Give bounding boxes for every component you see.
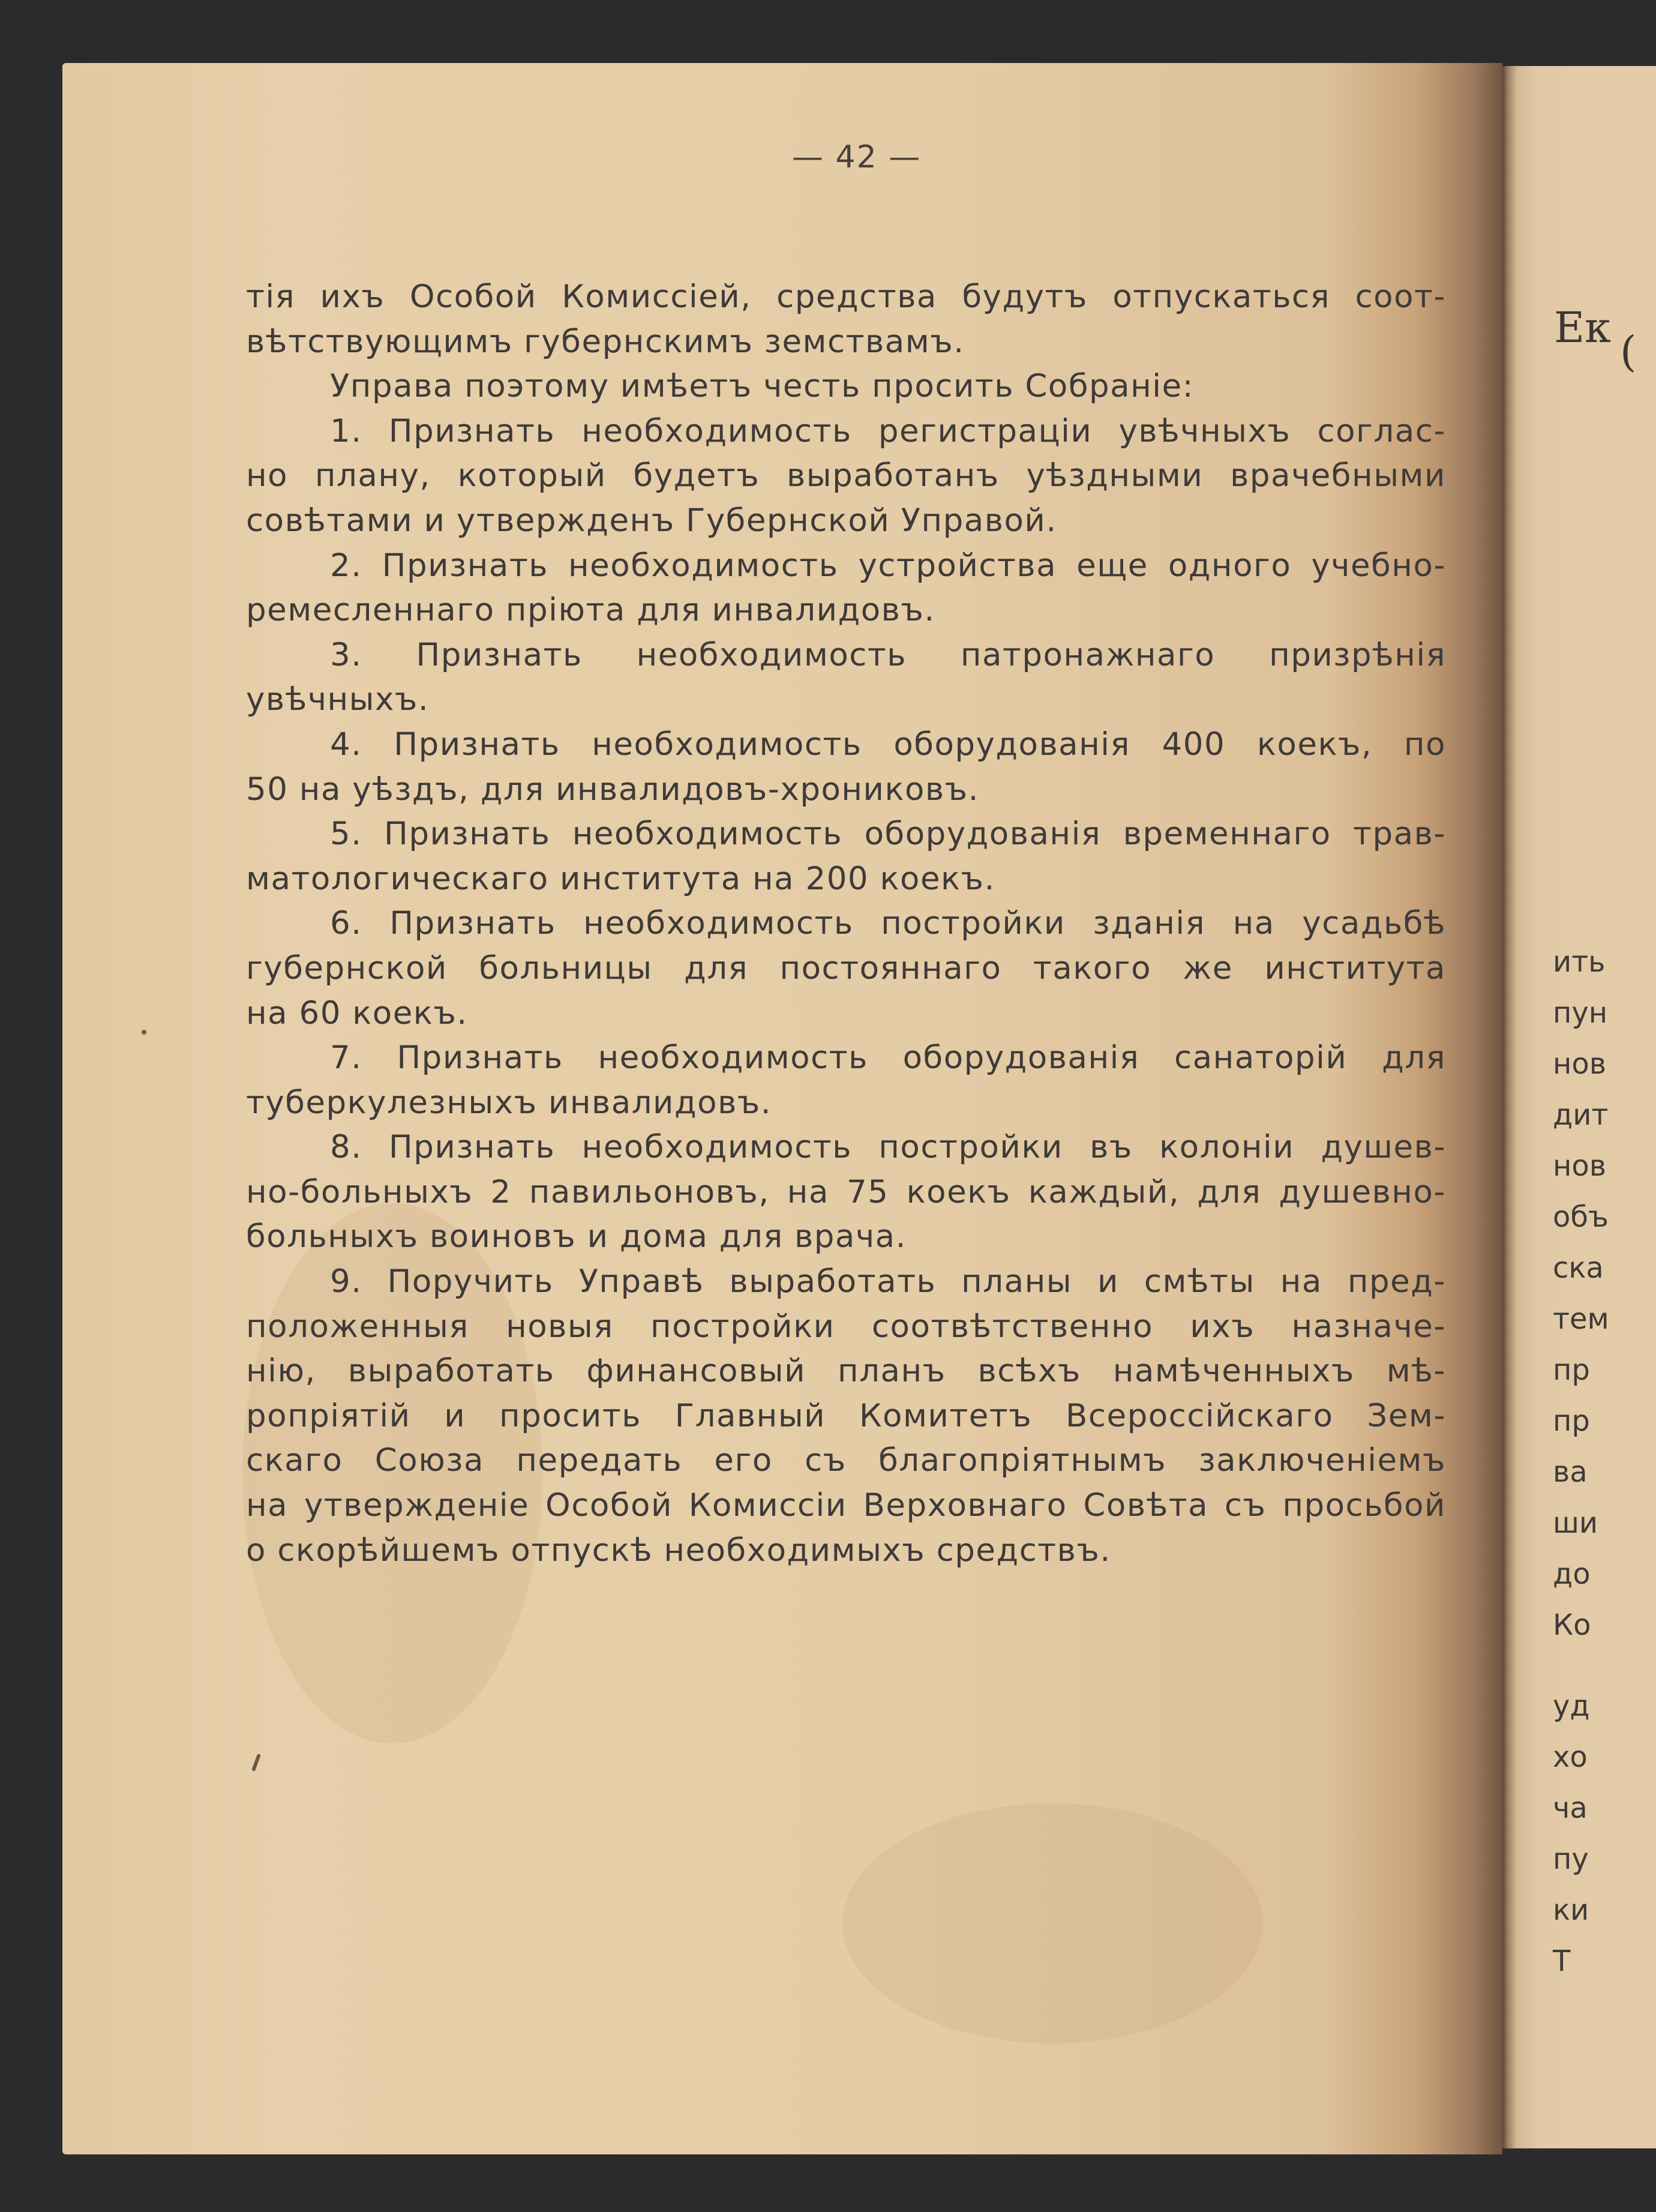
right-page-line-fragment: до bbox=[1553, 1557, 1591, 1591]
text-line: совѣтами и утвержденъ Губернской Управой. bbox=[246, 502, 1057, 539]
text-line: 5. Признать необходимость оборудованія временнаго трав- bbox=[330, 816, 1446, 853]
paragraph bbox=[246, 544, 1446, 633]
right-page-line-fragment: ва bbox=[1553, 1455, 1588, 1489]
text-line: но-больныхъ 2 павильоновъ, на 75 коекъ каждый, для душевно- bbox=[246, 1173, 1446, 1210]
text-line: нію, выработать финансовый планъ всѣхъ намѣченныхъ мѣ- bbox=[246, 1353, 1446, 1390]
paragraph bbox=[246, 364, 1446, 409]
right-page-line-fragment: дит bbox=[1553, 1098, 1609, 1132]
paragraph bbox=[246, 275, 1446, 364]
text-line: ремесленнаго пріюта для инвалидовъ. bbox=[246, 592, 935, 629]
text-line: 6. Признать необходимость постройки зданія на усадьбѣ bbox=[330, 905, 1446, 942]
text-line: ропріятій и просить Главный Комитетъ Всероссійскаго Зем- bbox=[246, 1397, 1446, 1434]
text-line: матологическаго института на 200 коекъ. bbox=[246, 860, 995, 897]
text-line: положенныя новыя постройки соотвѣтственно ихъ назначе- bbox=[246, 1308, 1446, 1345]
right-page-line-fragment: нов bbox=[1553, 1149, 1607, 1183]
right-page-line-fragment: пр bbox=[1553, 1404, 1590, 1438]
text-line: Управа поэтому имѣетъ честь просить Собраніе: bbox=[330, 368, 1194, 405]
text-line: вѣтствующимъ губернскимъ земствамъ. bbox=[246, 323, 965, 360]
text-line: больныхъ воиновъ и дома для врача. bbox=[246, 1218, 907, 1255]
text-line: увѣчныхъ. bbox=[246, 681, 430, 718]
paragraph bbox=[246, 1125, 1446, 1260]
right-page-line-fragment: тем bbox=[1553, 1302, 1609, 1336]
right-page-line-fragment: Ко bbox=[1553, 1608, 1591, 1642]
paragraph bbox=[246, 633, 1446, 723]
right-page-heading-fragment: ( bbox=[1620, 327, 1637, 376]
paragraph bbox=[246, 1260, 1446, 1573]
paragraph bbox=[246, 901, 1446, 1036]
paragraph bbox=[246, 812, 1446, 901]
right-page-line-fragment: ить bbox=[1553, 945, 1606, 979]
right-page-line-fragment: нов bbox=[1553, 1047, 1607, 1081]
paragraph bbox=[246, 409, 1446, 544]
text-line: 7. Признать необходимость оборудованія санаторій для bbox=[330, 1039, 1446, 1077]
paragraph bbox=[246, 1036, 1446, 1125]
paper-speck bbox=[142, 1030, 146, 1035]
text-line: на 60 коекъ. bbox=[246, 994, 468, 1032]
right-page-line-fragment: ска bbox=[1553, 1251, 1604, 1285]
right-page-line-fragment: пун bbox=[1553, 996, 1608, 1030]
right-page-line-fragment: ки bbox=[1553, 1893, 1589, 1927]
right-page-line-fragment: ча bbox=[1553, 1791, 1588, 1825]
text-line: 50 на уѣздъ, для инвалидовъ-хрониковъ. bbox=[246, 771, 979, 808]
text-line: на утвержденіе Особой Комиссіи Верховнаго Совѣта съ просьбой bbox=[246, 1487, 1446, 1524]
text-line: 9. Поручить Управѣ выработать планы и смѣты на пред- bbox=[330, 1263, 1446, 1300]
right-page-line-fragment: пу bbox=[1553, 1842, 1589, 1876]
text-line: 8. Признать необходимость постройки въ колоніи душев- bbox=[330, 1129, 1446, 1166]
text-line: 4. Признать необходимость оборудованія 400 коекъ, по bbox=[330, 726, 1446, 763]
right-page-line-fragment: Т bbox=[1553, 1944, 1571, 1978]
right-page-line-fragment: ши bbox=[1553, 1506, 1598, 1540]
text-line: 1. Признать необходимость регистраціи увѣчныхъ соглас- bbox=[330, 412, 1446, 449]
right-page-line-fragment: хо bbox=[1553, 1740, 1588, 1774]
text-line: 2. Признать необходимость устройства еще одного учебно- bbox=[330, 547, 1446, 584]
page-number: — 42 — bbox=[792, 139, 922, 175]
right-page-heading-fragment: Ек bbox=[1554, 303, 1611, 352]
text-line: туберкулезныхъ инвалидовъ. bbox=[246, 1084, 772, 1121]
text-line: скаго Союза передать его съ благопріятнымъ заключеніемъ bbox=[246, 1442, 1446, 1479]
right-page-line-fragment: уд bbox=[1553, 1689, 1590, 1723]
text-line: о скорѣйшемъ отпускѣ необходимыхъ средствъ. bbox=[246, 1531, 1111, 1569]
text-line: губернской больницы для постояннаго такого же института bbox=[246, 949, 1446, 987]
text-line: но плану, который будетъ выработанъ уѣздными врачебными bbox=[246, 457, 1446, 494]
body-text bbox=[246, 275, 1446, 1573]
text-line: 3. Признать необходимость патронажнаго призрѣнія bbox=[330, 636, 1446, 673]
right-page-line-fragment: объ bbox=[1553, 1200, 1609, 1234]
paragraph bbox=[246, 723, 1446, 812]
right-page-line-fragment: пр bbox=[1553, 1353, 1590, 1387]
text-line: тія ихъ Особой Комиссіей, средства будутъ отпускаться соот- bbox=[246, 278, 1446, 315]
